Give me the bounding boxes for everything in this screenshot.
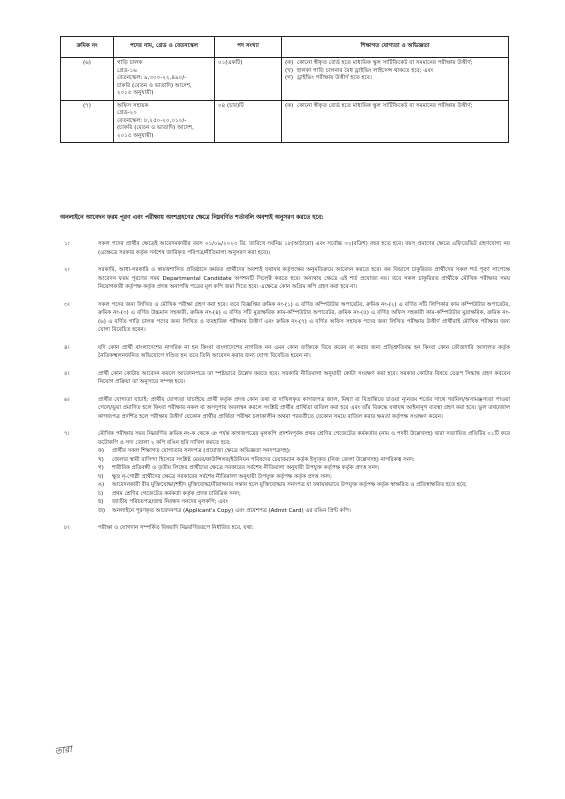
qualification-item: (খ) হালকা গাড়ি চালনার বৈধ ড্রাইভিং লাইসেন্স থাকতে হবে; এবং [285, 67, 434, 74]
posts-table [60, 36, 509, 143]
qualifications [282, 100, 509, 143]
post-scale: বেতনস্কেল: ৮,২৫০-২০,০১০/- [117, 117, 187, 124]
table-header-row [61, 37, 509, 58]
document-requirement: চ) প্রথম শ্রেণির গেজেটেড কর্মকর্তা কর্তৃক প্রদত্ত চারিত্রিক সনদ; [98, 490, 241, 497]
conditions-heading: অনলাইনে আবেদন ফরম পূরণ এবং পরীক্ষায় অংশগ্রহণের ক্ষেত্রে নিম্নবর্ণিত শর্তাবলি অবশ্যই অনুসরণ করতে হবে: [60, 215, 324, 221]
document-requirement: খ) জেলার স্থায়ী বাসিন্দা হিসেবে সংশ্লিষ্ট মেয়র/কাউন্সিলর/ইউনিয়ন পরিষদের চেয়ারম্যান কর্তৃক ইস্যুকৃত (নিজ জেলা উল্লেখসহ) নাগরিকত্ব সনদ; [98, 456, 415, 463]
post-count: ০৪ (চার)টি [215, 100, 282, 143]
post-scale: বেতনস্কেল: ৯,৩০০-২২,৪৯০/- [117, 75, 187, 82]
col-serial: ক্রমিক নং [61, 37, 114, 58]
list-item: ৩। সকল পদের জন্য লিখিত ও মৌখিক পরীক্ষা গ্রহণ করা হবে। তবে বিজ্ঞপ্তির ক্রমিক নং-(১) এ বর্ণিত কম্পিউটার অপারেটর, ক্রমিক নং-(২) এ বর্ণিত সাঁট লিপিকার কাম কম্পিউটার অপারেটর, ক্রমিক নং-(৩) এ বর্ণিত উচ্চমান সহকারী, ক্রমিক নং-(৪) এ বর্ণিত সাঁট মুদ্রাক্ষরিক কাম-কম্পিউটার অপারেটর, ক্রমিক নং-(৫) এ বর্ণিত অফিস সহকারী কাম-কম্পিউটার মুদ্রাক্ষরিক, ক্রমিক নং-(৬) এ বর্ণিত গাড়ি চালক পদের জন্য লিখিত ও ব্যবহারিক পরীক্ষায় উত্তীর্ণ এবং ক্রমিক নং-(৭) এ বর্ণিত অফিস সহায়ক পদের জন্য লিখিত পরীক্ষায় উত্তীর্ণ প্রার্থীরাই মৌখিক পরীক্ষার জন্য যোগ্য বিবেচিত হবেন। [64, 301, 510, 334]
qualifications [282, 58, 509, 101]
document-requirement: ছ) জাতীয় পরিচয়পত্র/জন্ম নিবন্ধন সনদের মূলকপি; এবং [98, 499, 228, 506]
list-item: ৪। যদি কোন প্রার্থী বাংলাদেশের নাগরিক না হন কিংবা বাংলাদেশের নাগরিক নন এমন কোন ব্যক্তিকে বিয়ে করেন বা করার জন্য প্রতিশ্রুতিবদ্ধ হন কিংবা কোন ফৌজদারি আদালত কর্তৃক নৈতিকস্খলনজনিত অভিযোগে দণ্ডিত হন তবে তিনি আবেদন করার জন্য যোগ্য বিবেচিত হবেন না। [64, 344, 510, 360]
col-post: পদের নাম, গ্রেড ও বেতনস্কেল [114, 37, 215, 58]
col-qualification: শিক্ষাগত যোগ্যতা ও অভিজ্ঞতা [282, 37, 509, 58]
post-order: চাকরি (বেতন ও ভাতাদি) আদেশ, [117, 82, 192, 89]
post-order-year: ২০১৫ অনুযায়ী) [117, 132, 154, 139]
post-details [114, 100, 215, 143]
table-row [61, 100, 509, 143]
document-requirement: ঘ) ক্ষুদ্র নৃ-গোষ্ঠী প্রার্থীদের ক্ষেত্রে সরকারের সর্বশেষ নীতিমালা অনুযায়ী উপযুক্ত কর্তৃপক্ষ কর্তৃক প্রদত্ত সনদ; [98, 473, 333, 480]
list-item: ৮। পরীক্ষা ও যোগদান সম্পর্কিত বিষয়াদি নিম্নবর্ণিতরূপে নির্ধারিত হবে, যথা: [64, 525, 254, 532]
col-count: পদ সংখ্যা [215, 37, 282, 58]
post-count: ০১(একটি) [215, 58, 282, 101]
post-name: অফিস সহায়ক [117, 102, 149, 109]
handwritten-signature: তারা [54, 744, 73, 758]
table-row [61, 58, 509, 101]
row-serial: (৭) [61, 100, 114, 143]
post-details [114, 58, 215, 101]
list-item: ২। সরকারি, আধা-সরকারি ও স্বায়ত্তশাসিত প্রতিষ্ঠানে কর্মরত প্রার্থীদের অবশ্যই যথাযথ কর্তৃপক্ষের অনুমতিক্রমে আবেদন করতে হবে। কর বিভাগে চাকুরিরত প্রার্থীদের সকল শর্ত পূরণ সাপেক্ষে আবেদন ফরম পূরণের সময় Departmental Candidate অপশনটি সিলেক্ট করতে হবে। অন্যথায় ক্ষেত্রে এই শর্ত প্রযোজ্য নয়। তবে সকল চাকুরিরত প্রার্থীকে মৌখিক পরীক্ষার সময় নিয়োগকারী কর্তৃপক্ষ কর্তৃক প্রদত্ত অনাপত্তি পত্রের মূল কপি জমা দিতে হবে। এক্ষেত্রে কোন অগ্রিম কপি গ্রহণ করা হবে না। [64, 267, 510, 291]
post-grade: গ্রেড-১৬ [117, 67, 137, 74]
post-order: (চাকরি (বেতন ও ভাতাদি) আদেশ, [117, 125, 194, 132]
qualification-item: (গ) ড্রাইভিং পরীক্ষায় উত্তীর্ণ হতে হবে। [285, 75, 372, 82]
post-order-year: ২০১৫ অনুযায়ী) [117, 90, 154, 97]
list-item: ৬। প্রার্থীর যোগ্যতা যাচাই: প্রার্থীর যোগ্যতা যাচাইয়ে প্রার্থী কর্তৃক প্রদত্ত কোন তথ্য বা দাখিলকৃত কাগজপত্র জাল, মিথ্যা বা বিভ্রান্তিতে চাওয়া ন্যূনতম শর্তের সাথে গরমিল/অসামঞ্জস্যতা পাওয়া গেলে/ভুয়া প্রমাণিত হলে কিংবা পরীক্ষায় নকল বা অসদুপায় অবলম্বন করলে সংশ্লিষ্ট প্রার্থীর প্রার্থিতা বাতিল করা হবে এবং তাঁর বিরুদ্ধে যথাযথ আইনানুগ ব্যবস্থা গ্রহণ করা হবে। ভুল তথ্য/জাল কাগজপত্র প্রদর্শিত হলে পরীক্ষায় উত্তীর্ণ যেকোন প্রার্থীর প্রার্থিতা পরীক্ষা চলাকালীন অথবা পরবর্তীতে যেকোন সময়ে বাতিল করার ক্ষমতা কর্তৃপক্ষ সংরক্ষণ করেন। [64, 396, 510, 420]
post-grade: গ্রেড-২০ [117, 110, 137, 117]
document-requirement: ঙ) আবেদনকারী বীর মুক্তিযোদ্ধা/শহীদ মুক্তিযোদ্ধা/বীরাঙ্গনার সন্তান হলে মুক্তিযোদ্ধার সনদপত্র যা যথাযথভাবে উপযুক্ত কর্তৃপক্ষ কর্তৃক স্বাক্ষরিত ও প্রতিস্বাক্ষরিত হতে হবে; [98, 482, 467, 489]
document-requirement: গ) শারীরিক প্রতিবন্ধী ও তৃতীয় লিঙ্গের প্রার্থীদের ক্ষেত্রে সরকারের সর্বশেষ নীতিমালা অনুযায়ী উপযুক্ত কর্তৃপক্ষ কর্তৃক প্রদত্ত সনদ; [98, 465, 380, 472]
row-serial: (৬) [61, 58, 114, 101]
post-name: গাড়ি চালক [117, 60, 143, 66]
list-item: ৫। প্রার্থী কোন কোটায় আবেদন করলে আবেদনপত্রে তা স্পষ্টভাবে উল্লেখ করতে হবে। সরকারি নীতিমালা অনুযায়ী কোটা সংরক্ষণ করা হবে। সরকার কোটার বিষয়ে যেরূপ সিদ্ধান্ত গ্রহণ করবেন নিয়োগ প্রক্রিয়া তা অনুসারে সম্পন্ন হবে। [64, 370, 510, 386]
qualification-item: (ক) কোনো স্বীকৃত বোর্ড হতে মাধ্যমিক স্কুল সার্টিফিকেট বা সমমানের পরীক্ষায় উত্তীর্ণ; [285, 102, 473, 109]
document-requirement: জ) অনলাইনে পূরণকৃত আবেদনপত্র (Applicant's Copy) এবং প্রবেশপত্র (Admit Card) এর রঙিন প্রিন্ট কপি। [98, 507, 351, 514]
conditions-list [60, 240, 510, 542]
document-requirement: ক) প্রার্থীর সকল শিক্ষাগত যোগ্যতার সনদপত্র (প্রযোজ্য ক্ষেত্রে অভিজ্ঞতা সনদপত্রসহ); [98, 448, 291, 455]
list-item: ৭। মৌখিক পরীক্ষার সময় নিম্নবর্ণিত ক্রমিক নং-ক থেকে ঞ পর্যন্ত কাগজপত্রের মূলকপি প্রদর্শনপূর্বক প্রথম শ্রেণির গেজেটেড কর্মকর্তার (নাম ও পদবী উল্লেখসহ) দ্বারা সত্যায়িত প্রতিটির ০১টি করে ফটোকপি ও সদ্য তোলা ২ কপি রঙিন ছবি দাখিল করতে হবে: ক) প্রার্থীর সকল শিক্ষাগত যোগ্যতার সনদপত্র (প্রযোজ্য ক্ষেত্রে অভিজ্ঞতা সনদপত্রসহ); খ) জেলার স্থায়ী বাসিন্দা হিসেবে সংশ্লিষ্ট মেয়র/কাউন্সিলর/ইউনিয়ন পরিষদের চেয়ারম্যান কর্তৃক ইস্যুকৃত (নিজ জেলা উল্লেখসহ) নাগরিকত্ব সনদ; গ) শারীরিক প্রতিবন্ধী ও তৃতীয় লিঙ্গের প্রার্থীদের ক্ষেত্রে সরকারের সর্বশেষ নীতিমালা অনুযায়ী উপযুক্ত কর্তৃপক্ষ কর্তৃক প্রদত্ত সনদ; ঘ) ক্ষুদ্র নৃ-গোষ্ঠী প্রার্থীদের ক্ষেত্রে সরকারের সর্বশেষ নীতিমালা অনুযায়ী উপযুক্ত কর্তৃপক্ষ কর্তৃক প্রদত্ত সনদ; ঙ) আবেদনকারী বীর মুক্তিযোদ্ধা/শহীদ মুক্তিযোদ্ধা/বীরাঙ্গনার সন্তান হলে মুক্তিযোদ্ধার সনদপত্র যা যথাযথভাবে উপযুক্ত কর্তৃপক্ষ কর্তৃক স্বাক্ষরিত ও প্রতিস্বাক্ষরিত হতে হবে; চ) প্রথম শ্রেণির গেজেটেড কর্মকর্তা কর্তৃক প্রদত্ত চারিত্রিক সনদ; ছ) জাতীয় পরিচয়পত্র/জন্ম নিবন্ধন সনদের মূলকপি; এবং জ) অনলাইনে পূরণকৃত আবেদনপত্র (Applicant's Copy) এবং প্রবেশপত্র (Admit Card) এর রঙিন প্রিন্ট কপি। [64, 431, 510, 514]
list-item: ১। সকল পদের প্রার্থীর ক্ষেত্রেই আবেদনকারীর বয়স ০১/০৯/২০২৩ খ্রি. তারিখে সর্বনিম্ন ১৮(আঠারো) এবং সর্বোচ্চ ৩২(বত্রিশ) বছর হতে হবে। বয়স প্রমাণের ক্ষেত্রে এফিডেভিট গ্রহণযোগ্য নয় (এক্ষেত্রে সরকার কর্তৃক সর্বশেষ জারিকৃত পরিপত্র/নীতিমালা অনুসরণ করা হবে)। [64, 241, 510, 256]
qualification-item: (ক) কোনো স্বীকৃত বোর্ড হতে মাধ্যমিক স্কুল সার্টিফিকেট বা সমমানের পরীক্ষায় উত্তীর্ণ; [285, 60, 473, 66]
list-item-body: মৌখিক পরীক্ষার সময় নিম্নবর্ণিত ক্রমিক নং-ক থেকে ঞ পর্যন্ত কাগজপত্রের মূলকপি প্রদর্শনপূর্বক প্রথম শ্রেণির গেজেটেড কর্মকর্তার (নাম ও পদবী উল্লেখসহ) দ্বারা সত্যায়িত প্রতিটির ০১টি করে ফটোকপি ও সদ্য তোলা ২ কপি রঙিন ছবি দাখিল করতে হবে: ক) প্রার্থীর সকল শিক্ষাগত যোগ্যতার সনদপত্র (প্রযোজ্য ক্ষেত্রে অভিজ্ঞতা সনদপত্রসহ); খ) জেলার স্থায়ী বাসিন্দা হিসেবে সংশ্লিষ্ট মেয়র/কাউন্সিলর/ইউনিয়ন পরিষদের চেয়ারম্যান কর্তৃক ইস্যুকৃত (নিজ জেলা উল্লেখসহ) নাগরিকত্ব সনদ; গ) শারীরিক প্রতিবন্ধী ও তৃতীয় লিঙ্গের প্রার্থীদের ক্ষেত্রে সরকারের সর্বশেষ নীতিমালা অনুযায়ী উপযুক্ত কর্তৃপক্ষ কর্তৃক প্রদত্ত সনদ; ঘ) ক্ষুদ্র নৃ-গোষ্ঠী প্রার্থীদের ক্ষেত্রে সরকারের সর্বশেষ নীতিমালা অনুযায়ী উপযুক্ত কর্তৃপক্ষ কর্তৃক প্রদত্ত সনদ; ঙ) আবেদনকারী বীর মুক্তিযোদ্ধা/শহীদ মুক্তিযোদ্ধা/বীরাঙ্গনার সন্তান হলে মুক্তিযোদ্ধার সনদপত্র যা যথাযথভাবে উপযুক্ত কর্তৃপক্ষ কর্তৃক স্বাক্ষরিত ও প্রতিস্বাক্ষরিত হতে হবে; চ) প্রথম শ্রেণির গেজেটেড কর্মকর্তা কর্তৃক প্রদত্ত চারিত্রিক সনদ; ছ) জাতীয় পরিচয়পত্র/জন্ম নিবন্ধন সনদের মূলকপি; এবং জ) অনলাইনে পূরণকৃত আবেদনপত্র (Applicant's Copy) এবং প্রবেশপত্র (Admit Card) এর রঙিন প্রিন্ট কপি। [98, 431, 510, 514]
